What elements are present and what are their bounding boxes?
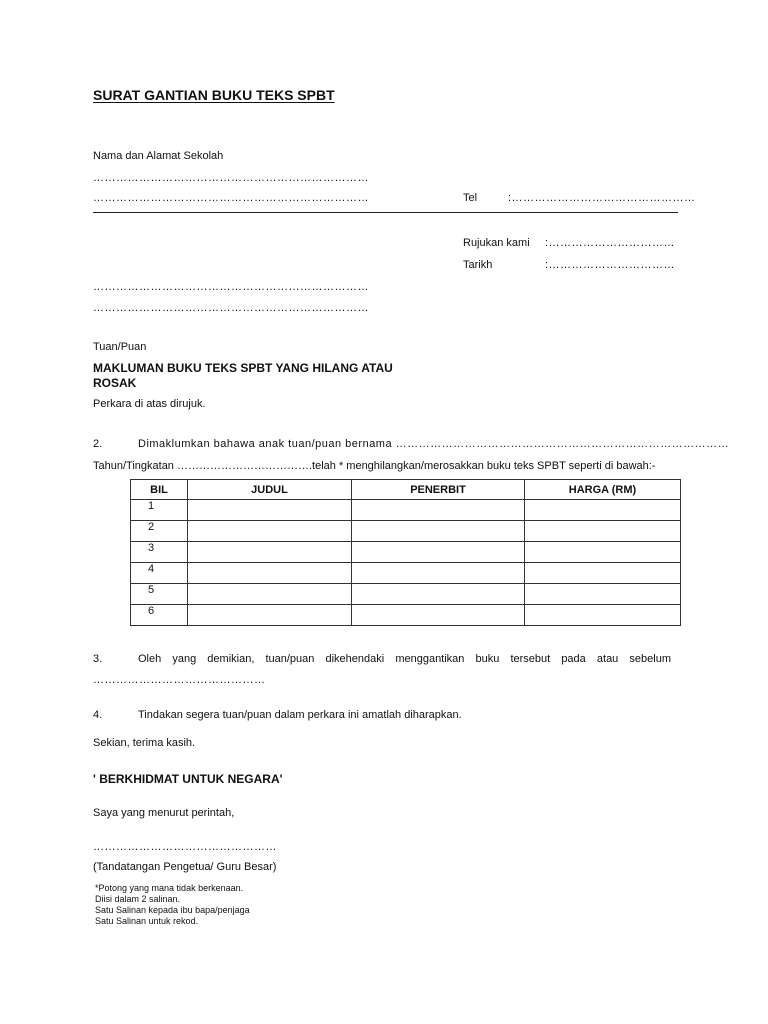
recipient-line-1: ……………………………………………………………… bbox=[93, 281, 369, 293]
table-row bbox=[131, 584, 681, 605]
para3-word: yang bbox=[172, 653, 197, 665]
harga-cell bbox=[525, 584, 681, 605]
harga-cell bbox=[525, 521, 681, 542]
school-label: Nama dan Alamat Sekolah bbox=[93, 150, 224, 162]
para2-number: 2. bbox=[93, 438, 103, 450]
date-value: :…………………………… bbox=[545, 259, 676, 271]
header-judul: JUDUL bbox=[188, 480, 352, 500]
harga-cell bbox=[525, 563, 681, 584]
footnote: Satu Salinan untuk rekod. bbox=[95, 916, 199, 926]
table-row bbox=[131, 542, 681, 563]
reference-value: :…………………………… bbox=[545, 237, 676, 249]
salutation: Tuan/Puan bbox=[93, 341, 147, 353]
table-row bbox=[131, 500, 681, 521]
tel-label: Tel bbox=[463, 192, 478, 204]
harga-cell bbox=[525, 542, 681, 563]
para3-word: pada bbox=[561, 653, 586, 665]
judul-cell bbox=[188, 584, 352, 605]
judul-cell bbox=[188, 500, 352, 521]
header-bil: BIL bbox=[131, 480, 188, 500]
penerbit-cell bbox=[352, 500, 525, 521]
subject-heading bbox=[93, 361, 393, 391]
row-number: 1 bbox=[131, 500, 188, 521]
row-number: 5 bbox=[131, 584, 188, 605]
judul-cell bbox=[188, 542, 352, 563]
header-penerbit: PENERBIT bbox=[352, 480, 525, 500]
para3-word: sebelum bbox=[629, 653, 671, 665]
row-number: 6 bbox=[131, 605, 188, 626]
para3-word: tuan/puan bbox=[265, 653, 315, 665]
para4-number: 4. bbox=[93, 709, 103, 721]
row-number: 3 bbox=[131, 542, 188, 563]
recipient-line-2: ……………………………………………………………… bbox=[93, 302, 369, 314]
signature-label: (Tandatangan Pengetua/ Guru Besar) bbox=[93, 861, 277, 873]
signoff-text: Saya yang menurut perintah, bbox=[93, 807, 235, 819]
harga-cell bbox=[525, 500, 681, 521]
school-address-line-1: ……………………………………………………………… bbox=[93, 172, 369, 184]
closing-text: Sekian, terima kasih. bbox=[93, 737, 196, 749]
para3-word: menggantikan bbox=[395, 653, 465, 665]
para3-text bbox=[138, 653, 671, 665]
table-row bbox=[131, 563, 681, 584]
para3-word: atau bbox=[596, 653, 619, 665]
judul-cell bbox=[188, 605, 352, 626]
footnotes bbox=[95, 883, 250, 927]
header-harga: HARGA (RM) bbox=[525, 480, 681, 500]
penerbit-cell bbox=[352, 605, 525, 626]
row-number: 4 bbox=[131, 563, 188, 584]
footnote: *Potong yang mana tidak berkenaan. bbox=[95, 883, 244, 893]
para3-number: 3. bbox=[93, 653, 103, 665]
header-divider bbox=[93, 212, 678, 213]
books-table bbox=[130, 479, 681, 626]
para2-text: Dimaklumkan bahawa anak tuan/puan bernama …………………………………………………………………………… bbox=[138, 438, 730, 450]
school-address-line-2: ……………………………………………………………… bbox=[93, 192, 369, 204]
penerbit-cell bbox=[352, 542, 525, 563]
table-row bbox=[131, 605, 681, 626]
page-title: SURAT GANTIAN BUKU TEKS SPBT bbox=[93, 87, 335, 103]
para3-word: Oleh bbox=[138, 653, 162, 665]
subject-line-2: ROSAK bbox=[93, 376, 137, 390]
motto: ' BERKHIDMAT UNTUK NEGARA' bbox=[93, 772, 283, 786]
signature-line: ………………………………………… bbox=[93, 841, 277, 853]
row-number: 2 bbox=[131, 521, 188, 542]
reference-label: Rujukan kami bbox=[463, 237, 530, 249]
para2-line2: Tahun/Tingkatan ……………………………….telah * menghilangkan/merosakkan buku teks SPBT seperti di bawah:- bbox=[93, 460, 656, 472]
footnote: Satu Salinan kepada ibu bapa/penjaga bbox=[95, 905, 250, 915]
para3-word: tersebut bbox=[510, 653, 551, 665]
harga-cell bbox=[525, 605, 681, 626]
judul-cell bbox=[188, 521, 352, 542]
table-header-row bbox=[131, 480, 681, 500]
footnote: Diisi dalam 2 salinan. bbox=[95, 894, 181, 904]
intro-text: Perkara di atas dirujuk. bbox=[93, 398, 206, 410]
penerbit-cell bbox=[352, 521, 525, 542]
penerbit-cell bbox=[352, 584, 525, 605]
subject-line-1: MAKLUMAN BUKU TEKS SPBT YANG HILANG ATAU bbox=[93, 361, 393, 375]
para4-text: Tindakan segera tuan/puan dalam perkara ini amatlah diharapkan. bbox=[138, 709, 462, 721]
date-label: Tarikh bbox=[463, 259, 493, 271]
para3-word: buku bbox=[475, 653, 500, 665]
judul-cell bbox=[188, 563, 352, 584]
para3-word: demikian, bbox=[207, 653, 255, 665]
table-row bbox=[131, 521, 681, 542]
para3-word: dikehendaki bbox=[325, 653, 385, 665]
tel-value: :………………………………………… bbox=[508, 192, 696, 204]
penerbit-cell bbox=[352, 563, 525, 584]
para3-line2: ……………………………………… bbox=[93, 674, 266, 686]
